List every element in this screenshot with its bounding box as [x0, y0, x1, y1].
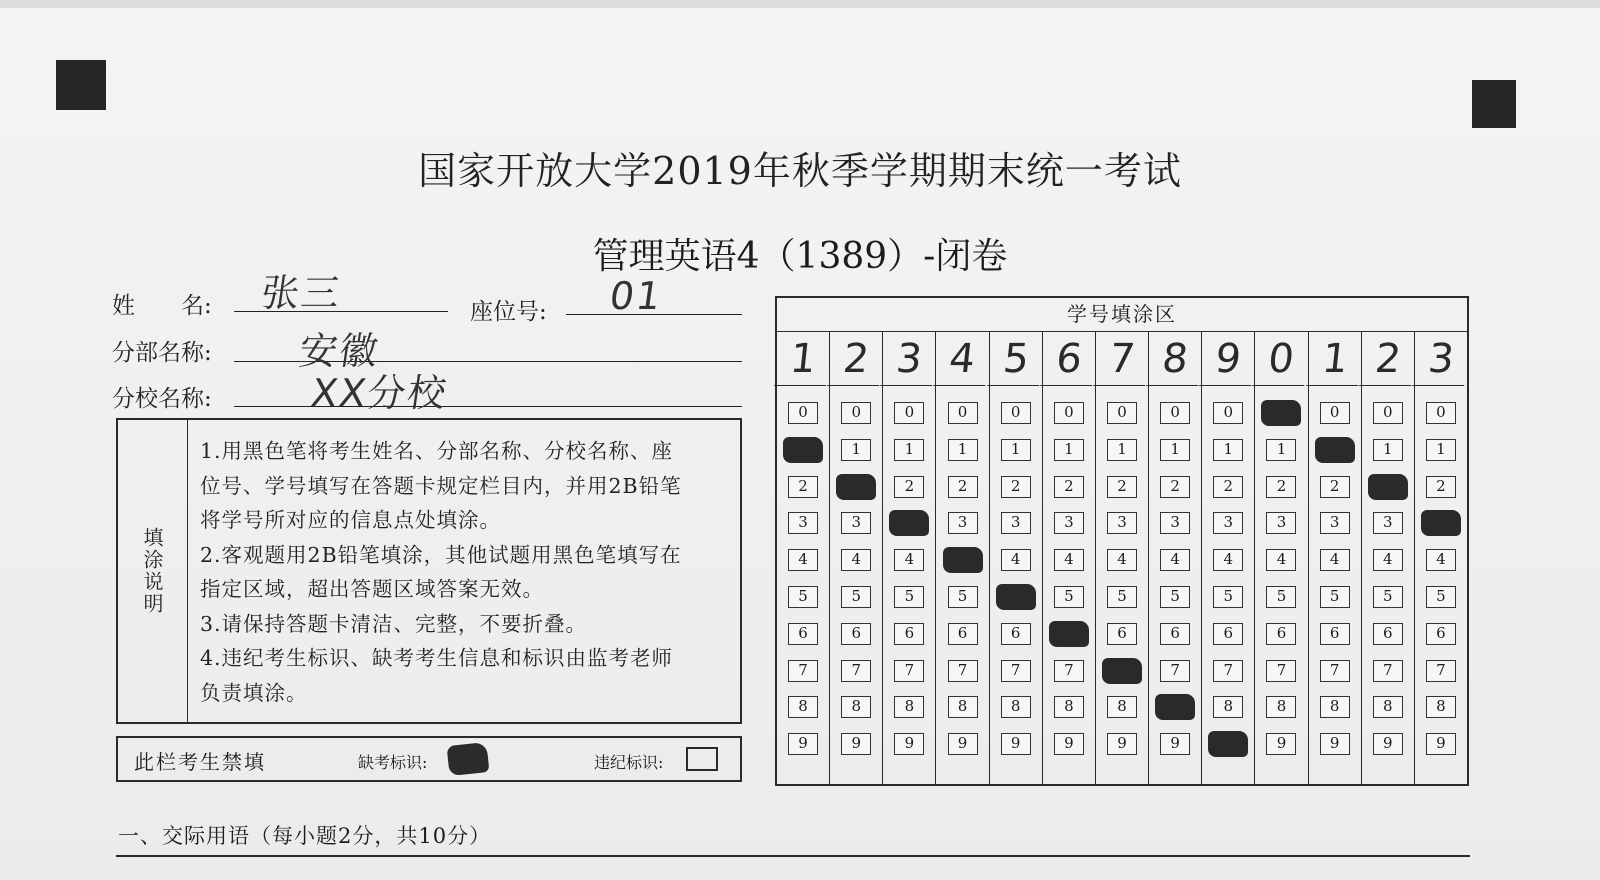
id-bubble[interactable]: 8 — [1266, 696, 1296, 718]
id-column — [1255, 332, 1308, 784]
id-bubble[interactable]: 4 — [1373, 549, 1403, 571]
id-bubble[interactable]: 1 — [894, 439, 924, 461]
id-bubble[interactable]: 2 — [1001, 476, 1031, 498]
id-bubble[interactable]: 3 — [1107, 512, 1137, 534]
id-bubble[interactable]: 5 — [1160, 586, 1190, 608]
id-column — [883, 332, 936, 784]
id-bubble[interactable]: 4 — [894, 549, 924, 571]
id-bubble[interactable]: 8 — [1213, 696, 1243, 718]
instructions-text — [200, 434, 730, 710]
id-bubble[interactable]: 5 — [1107, 586, 1137, 608]
instruction-line: 指定区域，超出答题区域答案无效。 — [200, 577, 544, 601]
id-bubble[interactable]: 1 — [1266, 439, 1296, 461]
id-bubble[interactable]: 2 — [1266, 476, 1296, 498]
id-bubble[interactable]: 6 — [1213, 623, 1243, 645]
id-bubble[interactable]: 0 — [841, 402, 871, 424]
id-bubble[interactable]: 0 — [1320, 402, 1350, 424]
id-bubble[interactable]: 1 — [1213, 439, 1243, 461]
id-bubble[interactable]: 0 — [1426, 402, 1456, 424]
instructions-side — [118, 420, 188, 722]
id-bubble-filled[interactable] — [1049, 621, 1089, 647]
id-column — [777, 332, 830, 784]
id-bubble[interactable]: 6 — [1373, 623, 1403, 645]
id-bubble-filled[interactable] — [1368, 474, 1408, 500]
student-id-columns — [777, 332, 1467, 784]
id-bubble[interactable]: 6 — [894, 623, 924, 645]
id-column — [830, 332, 883, 784]
id-bubble-filled[interactable] — [836, 474, 876, 500]
id-digit-handwritten: 1 — [1306, 332, 1364, 386]
id-bubble[interactable]: 4 — [788, 549, 818, 571]
id-bubble[interactable]: 0 — [894, 402, 924, 424]
id-bubble[interactable]: 9 — [1266, 733, 1296, 755]
id-bubble[interactable]: 5 — [841, 586, 871, 608]
id-column — [990, 332, 1043, 784]
id-digit-handwritten: 2 — [827, 332, 885, 386]
seat-value[interactable]: 01 — [606, 274, 666, 318]
exam-title: 国家开放大学2019年秋季学期期末统一考试 — [418, 149, 1182, 193]
id-digit-handwritten: 7 — [1093, 332, 1151, 386]
id-bubble[interactable]: 0 — [1373, 402, 1403, 424]
id-bubble[interactable]: 0 — [1213, 402, 1243, 424]
id-bubble[interactable]: 5 — [1320, 586, 1350, 608]
id-bubble[interactable]: 1 — [1054, 439, 1084, 461]
id-bubble[interactable]: 9 — [1373, 733, 1403, 755]
id-bubble[interactable]: 6 — [788, 623, 818, 645]
id-bubble-filled[interactable] — [1421, 510, 1461, 536]
id-bubble[interactable]: 0 — [1054, 402, 1084, 424]
id-bubble[interactable]: 7 — [1320, 660, 1350, 682]
id-bubble[interactable]: 5 — [1213, 586, 1243, 608]
id-bubble[interactable]: 2 — [1320, 476, 1350, 498]
id-bubble-filled[interactable] — [996, 584, 1036, 610]
id-bubble[interactable]: 2 — [894, 476, 924, 498]
id-bubble[interactable]: 6 — [1426, 623, 1456, 645]
id-bubble-filled[interactable] — [1208, 731, 1248, 757]
proctor-only-box — [116, 736, 742, 782]
id-bubble[interactable]: 0 — [1160, 402, 1190, 424]
instructions-side-label: 填涂说明 — [140, 527, 164, 615]
violation-mark-box[interactable] — [686, 747, 718, 771]
instruction-line: 将学号所对应的信息点处填涂。 — [200, 508, 501, 532]
id-bubble[interactable]: 7 — [788, 660, 818, 682]
school-value[interactable]: XX分校 — [308, 371, 451, 415]
id-bubble[interactable]: 7 — [841, 660, 871, 682]
id-bubble[interactable]: 9 — [1160, 733, 1190, 755]
name-value[interactable]: 张三 — [258, 271, 345, 315]
id-column — [1309, 332, 1362, 784]
id-bubble[interactable]: 4 — [1266, 549, 1296, 571]
absent-mark-label: 缺考标识: — [358, 753, 428, 772]
branch-label: 分部名称: — [112, 340, 212, 366]
id-bubble[interactable]: 7 — [1213, 660, 1243, 682]
id-digit-handwritten: 4 — [934, 332, 992, 386]
instruction-line: 位号、学号填写在答题卡规定栏目内，并用2B铅笔 — [200, 473, 682, 498]
id-bubble[interactable]: 7 — [1266, 660, 1296, 682]
id-bubble[interactable]: 4 — [1213, 549, 1243, 571]
id-bubble[interactable]: 3 — [948, 512, 978, 534]
id-bubble[interactable]: 8 — [788, 696, 818, 718]
id-bubble[interactable]: 8 — [1001, 696, 1031, 718]
id-bubble[interactable]: 6 — [1107, 623, 1137, 645]
id-bubble[interactable]: 5 — [1266, 586, 1296, 608]
answer-sheet — [0, 8, 1600, 880]
id-bubble[interactable]: 2 — [1107, 476, 1137, 498]
id-bubble[interactable]: 0 — [1107, 402, 1137, 424]
id-bubble[interactable]: 8 — [948, 696, 978, 718]
id-bubble[interactable]: 1 — [1373, 439, 1403, 461]
id-bubble[interactable]: 3 — [1373, 512, 1403, 534]
seat-label: 座位号: — [470, 299, 547, 325]
instruction-line: 负责填涂。 — [200, 680, 308, 705]
id-bubble[interactable]: 6 — [1320, 623, 1350, 645]
name-label: 姓 名: — [112, 293, 212, 319]
id-bubble[interactable]: 9 — [788, 733, 818, 755]
id-bubble[interactable]: 9 — [894, 733, 924, 755]
proctor-only-title: 此栏考生禁填 — [134, 750, 266, 774]
id-bubble[interactable]: 0 — [1001, 402, 1031, 424]
instruction-line: 3.请保持答题卡清洁、完整，不要折叠。 — [200, 611, 588, 636]
id-bubble[interactable]: 1 — [1160, 439, 1190, 461]
instruction-line: 2.客观题用2B铅笔填涂，其他试题用黑色笔填写在 — [200, 542, 682, 567]
id-bubble[interactable]: 2 — [788, 476, 818, 498]
id-bubble[interactable]: 7 — [1054, 660, 1084, 682]
id-column — [1149, 332, 1202, 784]
id-bubble[interactable]: 9 — [948, 733, 978, 755]
id-bubble[interactable]: 6 — [841, 623, 871, 645]
id-bubble[interactable]: 7 — [948, 660, 978, 682]
id-bubble[interactable]: 2 — [948, 476, 978, 498]
id-bubble[interactable]: 3 — [1001, 512, 1031, 534]
id-bubble[interactable]: 5 — [1426, 586, 1456, 608]
id-bubble[interactable]: 2 — [1054, 476, 1084, 498]
id-bubble[interactable]: 9 — [1107, 733, 1137, 755]
id-bubble[interactable]: 3 — [1320, 512, 1350, 534]
id-bubble[interactable]: 8 — [894, 696, 924, 718]
id-bubble[interactable]: 7 — [1373, 660, 1403, 682]
id-column — [1415, 332, 1467, 784]
student-id-grid — [775, 296, 1469, 786]
id-bubble[interactable]: 6 — [1160, 623, 1190, 645]
school-label: 分校名称: — [112, 386, 212, 412]
instruction-line: 1.用黑色笔将考生姓名、分部名称、分校名称、座 — [200, 439, 674, 463]
id-bubble[interactable]: 1 — [948, 439, 978, 461]
id-bubble[interactable]: 4 — [1107, 549, 1137, 571]
id-digit-handwritten: 2 — [1359, 332, 1417, 386]
id-bubble[interactable]: 8 — [1373, 696, 1403, 718]
id-bubble[interactable]: 3 — [1266, 512, 1296, 534]
id-bubble[interactable]: 7 — [1160, 660, 1190, 682]
id-digit-handwritten: 8 — [1146, 332, 1204, 386]
id-bubble-filled[interactable] — [889, 510, 929, 536]
id-bubble[interactable]: 4 — [1426, 549, 1456, 571]
id-bubble-filled[interactable] — [1102, 658, 1142, 684]
id-digit-handwritten: 3 — [1412, 332, 1470, 386]
id-bubble[interactable]: 4 — [1160, 549, 1190, 571]
id-bubble[interactable]: 0 — [788, 402, 818, 424]
id-bubble-filled[interactable] — [1315, 437, 1355, 463]
id-column — [936, 332, 989, 784]
id-bubble[interactable]: 8 — [1320, 696, 1350, 718]
id-bubble[interactable]: 1 — [1426, 439, 1456, 461]
id-bubble[interactable]: 6 — [1001, 623, 1031, 645]
id-digit-handwritten: 0 — [1253, 332, 1311, 386]
id-bubble[interactable]: 6 — [948, 623, 978, 645]
id-bubble[interactable]: 3 — [788, 512, 818, 534]
id-bubble[interactable]: 7 — [1001, 660, 1031, 682]
id-bubble[interactable]: 2 — [1426, 476, 1456, 498]
id-bubble[interactable]: 8 — [1426, 696, 1456, 718]
answer-area-top-border — [116, 855, 1470, 857]
id-bubble[interactable]: 3 — [1054, 512, 1084, 534]
id-column — [1202, 332, 1255, 784]
id-bubble[interactable]: 2 — [1160, 476, 1190, 498]
section-heading: 一、交际用语（每小题2分，共10分） — [118, 824, 492, 848]
id-bubble[interactable]: 8 — [1107, 696, 1137, 718]
id-bubble[interactable]: 5 — [894, 586, 924, 608]
violation-mark-label: 违纪标识: — [594, 753, 664, 772]
id-bubble[interactable]: 0 — [948, 402, 978, 424]
id-digit-handwritten: 6 — [1040, 332, 1098, 386]
id-bubble[interactable]: 9 — [1001, 733, 1031, 755]
id-column — [1362, 332, 1415, 784]
id-bubble[interactable]: 1 — [1001, 439, 1031, 461]
id-bubble[interactable]: 5 — [1373, 586, 1403, 608]
id-digit-handwritten: 3 — [880, 332, 938, 386]
id-bubble[interactable]: 5 — [948, 586, 978, 608]
id-bubble[interactable]: 7 — [1426, 660, 1456, 682]
id-bubble[interactable]: 5 — [1054, 586, 1084, 608]
student-id-title: 学号填涂区 — [777, 298, 1467, 332]
id-bubble[interactable]: 4 — [1001, 549, 1031, 571]
id-bubble[interactable]: 6 — [1266, 623, 1296, 645]
id-bubble[interactable]: 9 — [841, 733, 871, 755]
exam-subtitle: 管理英语4（1389）-闭卷 — [592, 236, 1008, 277]
id-bubble[interactable]: 4 — [1054, 549, 1084, 571]
id-bubble[interactable]: 9 — [1426, 733, 1456, 755]
id-digit-handwritten: 9 — [1199, 332, 1257, 386]
id-bubble[interactable]: 5 — [788, 586, 818, 608]
instructions-box — [116, 418, 742, 724]
id-bubble[interactable]: 2 — [1213, 476, 1243, 498]
id-bubble[interactable]: 9 — [1054, 733, 1084, 755]
id-digit-handwritten: 5 — [987, 332, 1045, 386]
absent-mark-filled[interactable] — [447, 742, 490, 776]
id-bubble[interactable]: 8 — [841, 696, 871, 718]
branch-value[interactable]: 安徽 — [296, 329, 383, 373]
id-column — [1096, 332, 1149, 784]
id-bubble[interactable]: 7 — [894, 660, 924, 682]
id-bubble-filled[interactable] — [943, 547, 983, 573]
id-bubble-filled[interactable] — [1261, 400, 1301, 426]
id-bubble[interactable]: 4 — [841, 549, 871, 571]
id-bubble[interactable]: 9 — [1320, 733, 1350, 755]
id-bubble-filled[interactable] — [783, 437, 823, 463]
id-bubble[interactable]: 4 — [1320, 549, 1350, 571]
id-bubble[interactable]: 3 — [1213, 512, 1243, 534]
id-bubble-filled[interactable] — [1155, 694, 1195, 720]
id-bubble[interactable]: 3 — [1160, 512, 1190, 534]
id-bubble[interactable]: 3 — [841, 512, 871, 534]
id-bubble[interactable]: 8 — [1054, 696, 1084, 718]
id-bubble[interactable]: 1 — [841, 439, 871, 461]
alignment-marker-right — [1472, 80, 1516, 128]
id-column — [1043, 332, 1096, 784]
id-digit-handwritten: 1 — [774, 332, 832, 386]
alignment-marker-left — [56, 60, 106, 110]
instruction-line: 4.违纪考生标识、缺考考生信息和标识由监考老师 — [200, 646, 674, 670]
id-bubble[interactable]: 1 — [1107, 439, 1137, 461]
